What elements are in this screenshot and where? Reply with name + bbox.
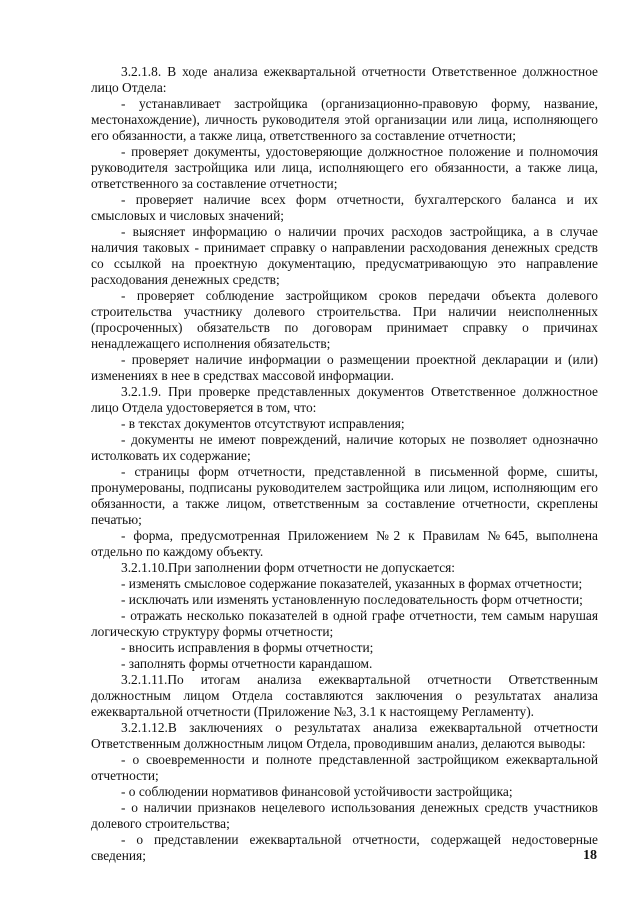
list-item: - проверяет наличие информации о размещении проектной декларации и (или) изменениях в нее в средствах массовой информации. xyxy=(91,352,598,383)
list-item: - документы не имеют повреждений, наличие которых не позволяет однозначно истолковать их содержание; xyxy=(91,432,598,463)
document-body xyxy=(91,64,598,864)
list-item: - о соблюдении нормативов финансовой устойчивости застройщика; xyxy=(121,784,513,799)
section-3-2-1-10-heading: 3.2.1.10.При заполнении форм отчетности не допускается: xyxy=(121,560,456,575)
list-item: - проверяет наличие всех форм отчетности, бухгалтерского баланса и их смысловых и числовых значений; xyxy=(91,192,598,223)
section-3-2-1-11-paragraph: 3.2.1.11.По итогам анализа ежеквартальной отчетности Ответственным должностным лицом Отдела составляются заключения о результатах анализа ежеквартальной отчетности (Приложение №3, 3.1 к настоящему Регламенту). xyxy=(91,672,598,719)
list-item: - выясняет информацию о наличии прочих расходов застройщика, а в случае наличия таковых - принимает справку о направлении расходования денежных средств со ссылкой на проектную документацию, предусматривающую это направление расходования денежных средств; xyxy=(91,224,598,287)
list-item: - устанавливает застройщика (организационно-правовую форму, название, местонахождение), личность руководителя этой организации или лица, исполняющего его обязанности, а также лица, ответственного за составление отчетности; xyxy=(91,96,598,143)
list-item: - страницы форм отчетности, представленной в письменной форме, сшиты, пронумерованы, подписаны руководителем застройщика или лицом, исполняющим его обязанности, а также лицом, ответственным за составление отчетности, скреплены печатью; xyxy=(91,464,598,527)
list-item: - заполнять формы отчетности карандашом. xyxy=(121,656,373,671)
list-item: - проверяет соблюдение застройщиком сроков передачи объекта долевого строительства участнику долевого строительства. При наличии неисполненных (просроченных) обязательств по договорам принимает справку о причинах ненадлежащего исполнения обязательств; xyxy=(91,288,598,351)
list-item: - исключать или изменять установленную последовательность форм отчетности; xyxy=(121,592,583,607)
list-item: - о представлении ежеквартальной отчетности, содержащей недостоверные сведения; xyxy=(91,832,598,863)
section-3-2-1-12-heading: 3.2.1.12.В заключениях о результатах анализа ежеквартальной отчетности Ответственным должностным лицом Отдела, проводившим анализ, делаются выводы: xyxy=(91,720,598,751)
list-item: - форма, предусмотренная Приложением №2 к Правилам №645, выполнена отдельно по каждому объекту. xyxy=(91,528,598,559)
list-item: - отражать несколько показателей в одной графе отчетности, тем самым нарушая логическую структуру формы отчетности; xyxy=(91,608,598,639)
list-item: - проверяет документы, удостоверяющие должностное положение и полномочия руководителя застройщика или лица, исполняющего его обязанности, а также лица, ответственного за составление отчетности; xyxy=(91,144,598,191)
list-item: - о своевременности и полноте представленной застройщиком ежеквартальной отчетности; xyxy=(91,752,598,783)
page-number: 18 xyxy=(583,848,597,863)
list-item: - вносить исправления в формы отчетности; xyxy=(121,640,374,655)
list-item: - в текстах документов отсутствуют исправления; xyxy=(121,416,405,431)
list-item: - о наличии признаков нецелевого использования денежных средств участников долевого строительства; xyxy=(91,800,598,831)
section-3-2-1-8-heading: 3.2.1.8. В ходе анализа ежеквартальной отчетности Ответственное должностное лицо Отдела: xyxy=(91,64,598,95)
section-3-2-1-9-heading: 3.2.1.9. При проверке представленных документов Ответственное должностное лицо Отдела удостоверяется в том, что: xyxy=(91,384,598,415)
list-item: - изменять смысловое содержание показателей, указанных в формах отчетности; xyxy=(121,576,583,591)
